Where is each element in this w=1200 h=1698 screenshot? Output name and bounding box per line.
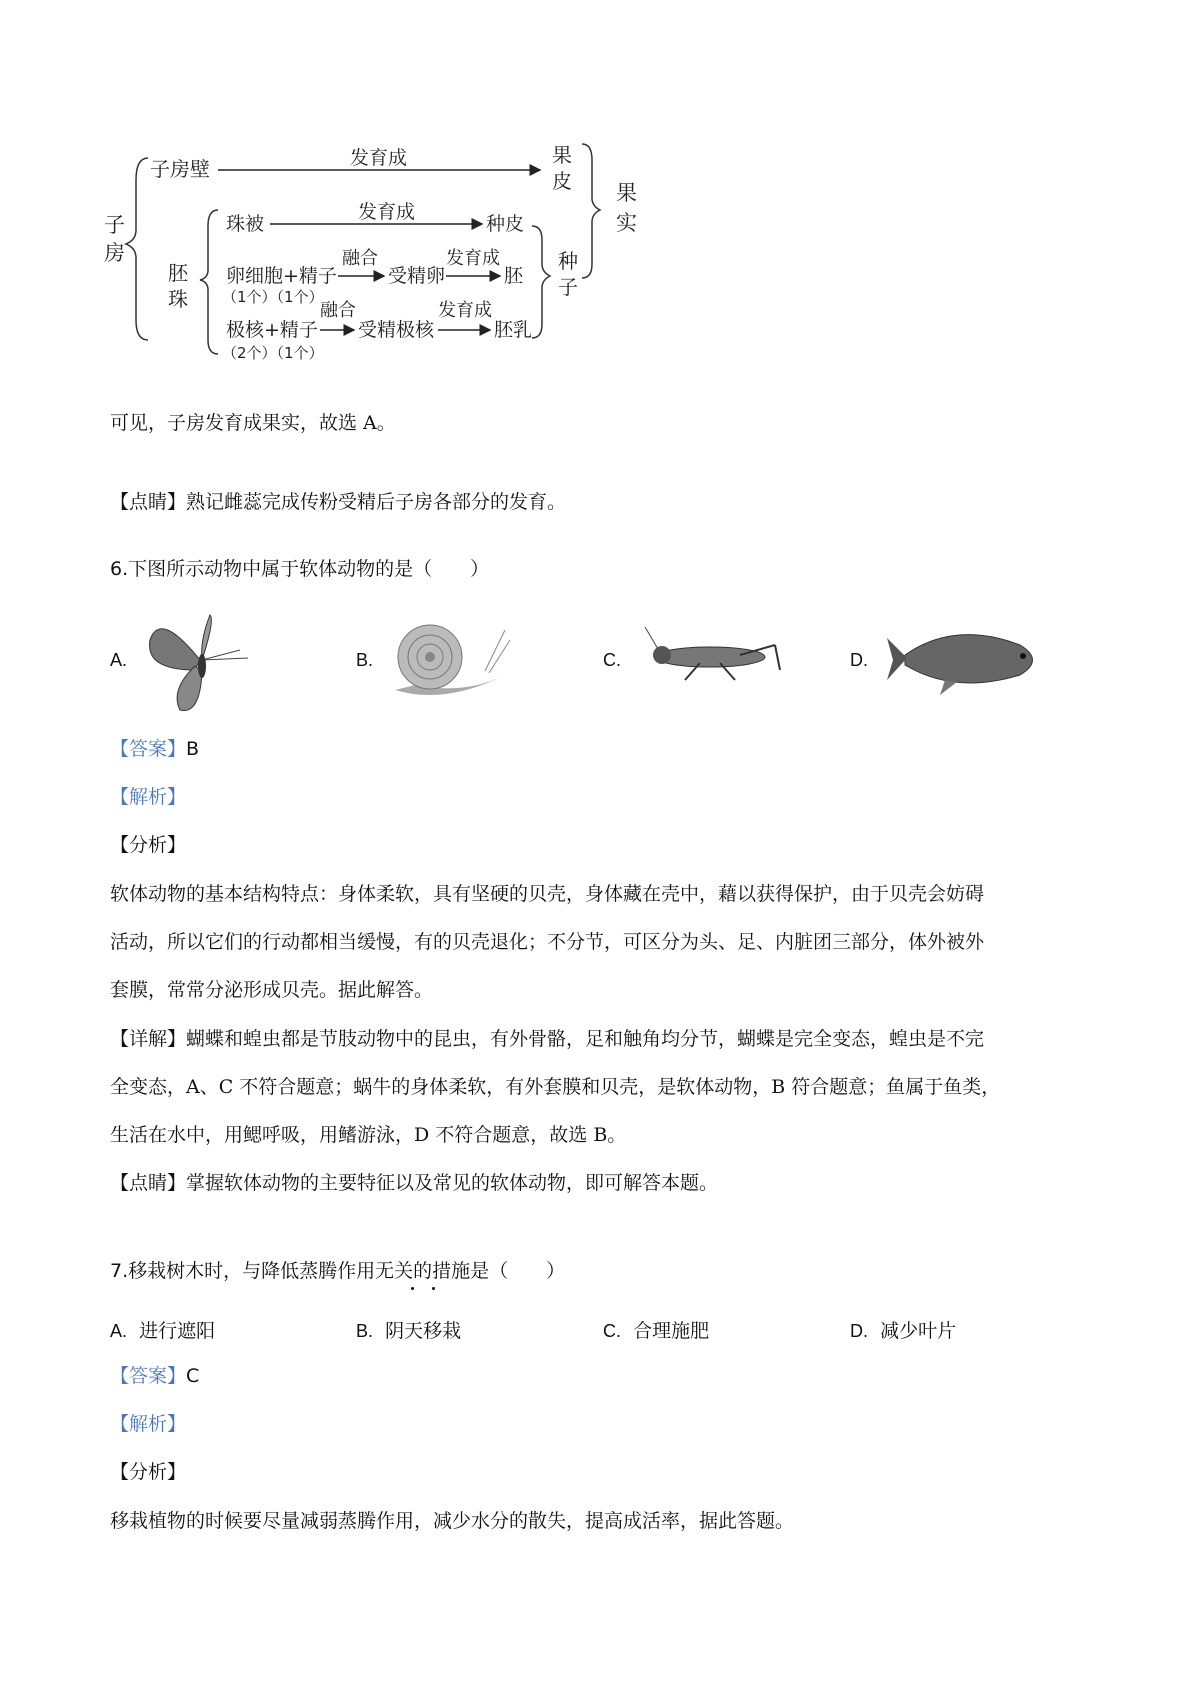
- q6-detail-line-3: 生活在水中，用鳃呼吸，用鳍游泳，D 不符合题意，故选 B。: [110, 1124, 627, 1146]
- embryo-label: 胚: [504, 265, 524, 287]
- q6-tip: 【点睛】掌握软体动物的主要特征以及常见的软体动物，即可解答本题。: [110, 1172, 719, 1194]
- fruit-brace: [582, 144, 600, 278]
- q6-detail-line-2: 全变态，A、C 不符合题意；蜗牛的身体柔软，有外套膜和贝壳，是软体动物，B 符合题意；鱼属于鱼类，: [110, 1076, 1001, 1098]
- ovary-development-diagram: [100, 140, 720, 400]
- q7-option-c-text: 合理施肥: [633, 1320, 710, 1342]
- ovary-brace: [126, 158, 148, 340]
- q7-option-d: [850, 1316, 956, 1343]
- q7-option-a: [110, 1316, 215, 1343]
- q6-fenxi-line-1: 软体动物的基本结构特点：身体柔软，具有坚硬的贝壳，身体藏在壳中，藉以获得保护，由于贝壳会妨碍: [110, 883, 985, 905]
- q6-option-b-letter: B.: [356, 650, 374, 670]
- fruit-label-2: 实: [616, 211, 637, 235]
- endosperm-label: 胚乳: [494, 319, 533, 341]
- q7-option-b: [356, 1316, 461, 1343]
- q7-option-b-letter: B.: [356, 1321, 374, 1341]
- zygote-label: 受精卵: [388, 265, 446, 287]
- q7-fenxi-tag: 【分析】: [110, 1461, 187, 1483]
- ovule-brace: [200, 210, 218, 354]
- emphasis-dot: [432, 1287, 435, 1290]
- ovary-wall-label: 子房壁: [150, 157, 210, 181]
- grasshopper-image: [640, 625, 790, 685]
- integument-label: 珠被: [226, 213, 265, 235]
- snail-image: [385, 615, 515, 705]
- seed-coat-label: 种皮: [486, 213, 525, 235]
- q7-answer-value: C: [186, 1365, 200, 1387]
- q6-fenxi-line-2: 活动，所以它们的行动都相当缓慢，有的贝壳退化；不分节，可区分为头、足、内脏团三部分，体外被外: [110, 931, 985, 953]
- fruit-label-1: 果: [616, 181, 637, 205]
- ovary-label-2: 房: [104, 241, 125, 265]
- q7-option-d-text: 减少叶片: [880, 1320, 957, 1342]
- fusion-label-2: 融合: [320, 300, 356, 321]
- q6-fenxi-tag: 【分析】: [110, 834, 187, 856]
- q7-question: 7.移栽树木时，与降低蒸腾作用无关的措施是（ ）: [110, 1260, 566, 1282]
- butterfly-image: [140, 600, 270, 720]
- q6-analysis-tag: 【解析】: [110, 786, 187, 808]
- q7-analysis-tag: 【解析】: [110, 1413, 187, 1435]
- polar-sperm-label: 极核+精子: [226, 319, 318, 341]
- pericarp-label-1: 果: [552, 143, 572, 167]
- ovary-label-1: 子: [104, 213, 125, 237]
- q6-answer-line: [110, 737, 199, 761]
- q6-question: 6.下图所示动物中属于软体动物的是（ ）: [110, 558, 490, 580]
- q7-answer-line: [110, 1364, 199, 1388]
- pericarp-label-2: 皮: [552, 169, 572, 193]
- q6-answer-tag: 【答案】: [110, 738, 187, 760]
- q7-answer-tag: 【答案】: [110, 1365, 187, 1387]
- counts-2: （2个）（1个）: [222, 344, 324, 362]
- q6-option-d-letter: D.: [850, 650, 868, 670]
- develops-into-label-2: 发育成: [358, 201, 416, 223]
- q7-option-c: [603, 1316, 709, 1343]
- q7-option-d-letter: D.: [850, 1321, 868, 1341]
- fusion-label-1: 融合: [342, 248, 378, 269]
- q6-fenxi-line-3: 套膜，常常分泌形成贝壳。据此解答。: [110, 979, 434, 1001]
- q6-option-a-letter: A.: [110, 650, 128, 670]
- q6-answer-value: B: [186, 738, 200, 760]
- develops-into-label-4: 发育成: [438, 300, 492, 321]
- fertilized-polar-label: 受精极核: [358, 319, 435, 341]
- q5-tip: 【点睛】熟记雌蕊完成传粉受精后子房各部分的发育。: [110, 491, 567, 513]
- ovule-label-2: 珠: [168, 287, 188, 311]
- q6-detail-line-1: 【详解】蝴蝶和蝗虫都是节肢动物中的昆虫，有外骨骼，足和触角均分节，蝴蝶是完全变态，蝗虫是不完: [110, 1028, 985, 1050]
- q6-option-c-letter: C.: [603, 650, 621, 670]
- counts-1: （1个）（1个）: [222, 288, 324, 306]
- q7-option-a-text: 进行遮阳: [139, 1320, 216, 1342]
- ovule-label-1: 胚: [168, 261, 188, 285]
- develops-into-label-3: 发育成: [446, 248, 500, 269]
- develops-into-label-1: 发育成: [350, 147, 408, 169]
- q7-option-b-text: 阴天移栽: [385, 1320, 462, 1342]
- egg-sperm-label: 卵细胞+精子: [226, 265, 337, 287]
- seed-brace: [532, 226, 550, 338]
- fish-image: [885, 620, 1045, 700]
- seed-label-1: 种: [558, 249, 578, 273]
- q7-fenxi-text: 移栽植物的时候要尽量减弱蒸腾作用，减少水分的散失，提高成活率，据此答题。: [110, 1510, 795, 1532]
- q5-conclusion: 可见，子房发育成果实，故选 A。: [110, 412, 396, 434]
- emphasis-dot: [411, 1287, 414, 1290]
- q7-option-a-letter: A.: [110, 1321, 128, 1341]
- seed-label-2: 子: [558, 275, 578, 299]
- q7-option-c-letter: C.: [603, 1321, 621, 1341]
